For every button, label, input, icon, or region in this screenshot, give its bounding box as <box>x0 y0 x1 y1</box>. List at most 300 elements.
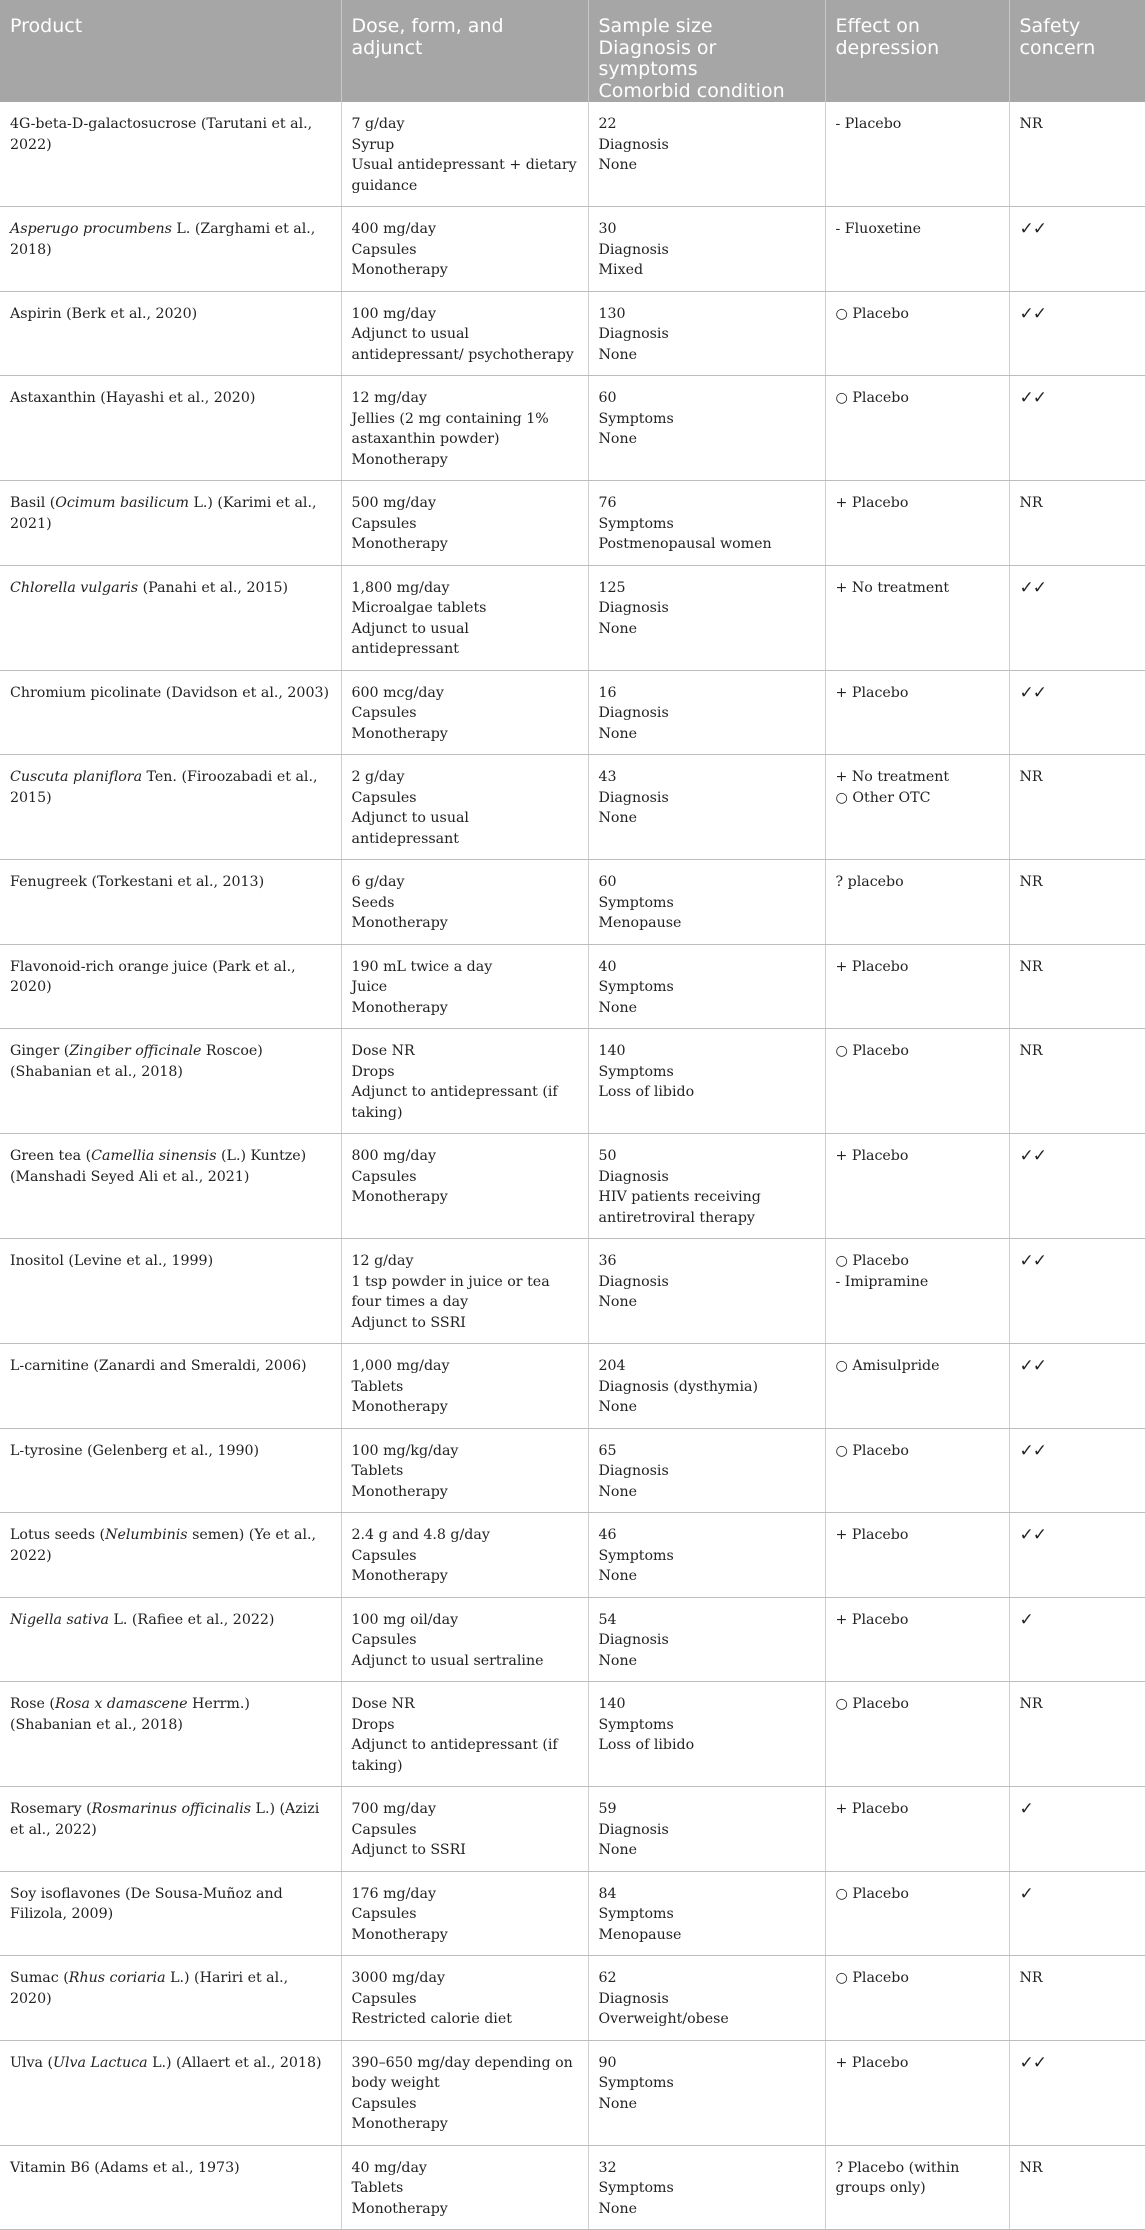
cell-dose-line: Monotherapy <box>351 725 448 742</box>
table-body <box>0 102 1145 2230</box>
cell-dose <box>341 860 588 945</box>
cell-sample-line: None <box>598 431 637 447</box>
product-text-pre: Aspirin (Berk et al., 2020) <box>10 305 198 322</box>
cell-effect-line: ○ Placebo <box>835 1885 909 1902</box>
cell-product <box>0 1787 341 1872</box>
cell-dose-line: Drops <box>351 1063 395 1080</box>
cell-sample <box>588 2145 825 2230</box>
product-text-post: Roscoe) (Shabanian et al., 2018) <box>10 1043 263 1080</box>
cell-dose-line: Adjunct to SSRI <box>351 1314 466 1331</box>
cell-sample-line: Symptoms <box>598 979 674 995</box>
cell-dose-line: 390–650 mg/day depending on body weight <box>351 2054 573 2091</box>
cell-effect-line: + No treatment <box>835 769 950 785</box>
product-text-post: L.) (Hariri et al., 2020) <box>10 1970 289 2007</box>
table-row <box>0 1956 1145 2041</box>
cell-dose-line: Capsules <box>351 789 417 806</box>
cell-sample-line: 130 <box>598 305 626 322</box>
table-header <box>0 0 1145 102</box>
cell-product <box>0 1029 341 1134</box>
product-text-pre: Lotus seeds ( <box>10 1527 106 1543</box>
cell-effect <box>825 1029 1009 1134</box>
table-row <box>0 1597 1145 1682</box>
cell-dose-line: 700 mg/day <box>351 1801 436 1817</box>
cell-sample <box>588 481 825 566</box>
cell-effect <box>825 1344 1009 1429</box>
cell-dose <box>341 1239 588 1344</box>
cell-effect-line: ○ Placebo <box>835 390 909 406</box>
cell-sample-line: Diagnosis <box>598 241 669 258</box>
cell-dose-line: Capsules <box>351 1906 417 1922</box>
table-row <box>0 2145 1145 2230</box>
product-text-post: (L.) Kuntze) (Manshadi Seyed Ali et al., 2021) <box>10 1148 307 1185</box>
header-safety: Safety concern <box>1009 0 1145 102</box>
cell-dose-line: Dose NR <box>351 1696 415 1712</box>
cell-product <box>0 1428 341 1513</box>
product-text-italic: Asperugo procumbens <box>10 221 172 237</box>
cell-sample-line: Diagnosis <box>598 1990 669 2007</box>
product-text-pre: L-tyrosine (Gelenberg et al., 1990) <box>10 1442 260 1459</box>
cell-safety <box>1009 944 1145 1029</box>
cell-dose-line: 12 mg/day <box>351 390 427 406</box>
cell-dose <box>341 1787 588 1872</box>
cell-dose-line: Adjunct to usual antidepressant <box>351 620 469 657</box>
cell-dose-line: Adjunct to antidepressant (if taking) <box>351 1084 558 1121</box>
cell-dose-line: 7 g/day <box>351 116 405 132</box>
product-text-pre: Rose ( <box>10 1696 55 1712</box>
cell-dose-line: Dose NR <box>351 1043 415 1059</box>
cell-safety <box>1009 1871 1145 1956</box>
cell-effect <box>825 1956 1009 2041</box>
cell-sample <box>588 1428 825 1513</box>
table-row <box>0 755 1145 860</box>
cell-sample-line: 59 <box>598 1801 617 1817</box>
cell-product <box>0 291 341 376</box>
product-text-pre: Sumac ( <box>10 1970 69 1986</box>
cell-product <box>0 481 341 566</box>
cell-dose-line: 600 mcg/day <box>351 684 444 701</box>
header-sample-line-1: Sample size <box>598 15 713 37</box>
cell-sample-line: Symptoms <box>598 1906 674 1922</box>
cell-product <box>0 207 341 292</box>
cell-sample-line: Diagnosis <box>598 789 669 806</box>
cell-effect-line: + Placebo <box>835 495 909 511</box>
cell-dose-line: Capsules <box>351 1632 417 1648</box>
cell-sample-line: Mixed <box>598 262 644 278</box>
table-row <box>0 1513 1145 1598</box>
table-row <box>0 1871 1145 1956</box>
cell-sample <box>588 565 825 670</box>
cell-effect-line: ○ Amisulpride <box>835 1358 940 1374</box>
cell-effect <box>825 1597 1009 1682</box>
product-text-pre: Fenugreek (Torkestani et al., 2013) <box>10 874 265 890</box>
cell-safety <box>1009 102 1145 207</box>
cell-safety <box>1009 1513 1145 1598</box>
cell-sample-line: Diagnosis <box>598 136 669 153</box>
cell-sample-line: None <box>598 1652 637 1669</box>
cell-effect <box>825 755 1009 860</box>
cell-product <box>0 1134 341 1239</box>
cell-dose-line: Syrup <box>351 136 395 153</box>
header-sample-line-3: Comorbid condition <box>598 79 785 102</box>
cell-sample-line: Symptoms <box>598 2075 674 2091</box>
cell-product <box>0 565 341 670</box>
safety-check-icon: ✓✓ <box>1019 388 1046 408</box>
cell-sample-line: 30 <box>598 221 617 237</box>
cell-sample-line: 32 <box>598 2159 617 2176</box>
safety-check-icon: ✓✓ <box>1019 1356 1046 1376</box>
product-text-italic: Zingiber officinale <box>69 1043 202 1059</box>
cell-sample-line: None <box>598 157 637 173</box>
cell-effect-line: + Placebo <box>835 1148 909 1164</box>
table-row <box>0 207 1145 292</box>
cell-effect-line: + Placebo <box>835 2054 909 2071</box>
cell-product <box>0 860 341 945</box>
product-text-pre: Rosemary ( <box>10 1801 92 1817</box>
cell-product <box>0 1956 341 2041</box>
cell-dose-line: 100 mg oil/day <box>351 1611 459 1628</box>
cell-sample-line: 84 <box>598 1885 617 1902</box>
cell-dose-line: Adjunct to SSRI <box>351 1842 466 1858</box>
cell-effect <box>825 1239 1009 1344</box>
safety-check-icon: ✓✓ <box>1019 219 1046 239</box>
cell-sample <box>588 1239 825 1344</box>
cell-sample-line: 204 <box>598 1358 626 1374</box>
cell-effect-line: ○ Placebo <box>835 305 909 322</box>
cell-safety <box>1009 1029 1145 1134</box>
cell-safety <box>1009 670 1145 755</box>
cell-dose-line: Monotherapy <box>351 262 448 278</box>
cell-effect <box>825 1871 1009 1956</box>
safety-check-icon: ✓✓ <box>1019 303 1046 324</box>
cell-sample-line: Diagnosis <box>598 705 669 721</box>
cell-dose-line: 500 mg/day <box>351 495 436 511</box>
cell-dose-line: Restricted calorie diet <box>351 2011 512 2027</box>
cell-sample-line: 62 <box>598 1970 617 1986</box>
safety-check-icon: ✓ <box>1019 1799 1033 1819</box>
cell-sample-line: 43 <box>598 769 617 785</box>
cell-effect <box>825 291 1009 376</box>
product-text-pre: Vitamin B6 (Adams et al., 1973) <box>10 2159 240 2176</box>
cell-effect-line: ○ Placebo <box>835 1442 909 1459</box>
cell-effect-line: ○ Placebo <box>835 1043 909 1059</box>
cell-dose <box>341 1134 588 1239</box>
product-text-post: L. (Rafiee et al., 2022) <box>108 1611 275 1628</box>
table-row <box>0 481 1145 566</box>
header-effect: Effect on depression <box>825 0 1009 102</box>
cell-sample-line: 125 <box>598 579 626 596</box>
cell-effect <box>825 1787 1009 1872</box>
cell-sample-line: Overweight/obese <box>598 2011 729 2027</box>
cell-product <box>0 1344 341 1429</box>
cell-effect-line: + Placebo <box>835 1801 909 1817</box>
cell-dose-line: 1,800 mg/day <box>351 579 450 596</box>
table-row <box>0 376 1145 481</box>
cell-dose <box>341 1682 588 1787</box>
product-text-post: L.) (Karimi et al., 2021) <box>10 495 317 532</box>
cell-sample <box>588 1513 825 1598</box>
cell-dose <box>341 565 588 670</box>
cell-dose-line: 12 g/day <box>351 1253 414 1269</box>
cell-dose-line: Adjunct to antidepressant (if taking) <box>351 1737 558 1774</box>
cell-effect-line: + Placebo <box>835 1611 909 1628</box>
cell-dose-line: 1,000 mg/day <box>351 1358 450 1374</box>
cell-dose-line: 6 g/day <box>351 874 405 890</box>
product-text-pre: Soy isoflavones (De Sousa-Muñoz and Filizola, 2009) <box>10 1885 283 1922</box>
cell-sample-line: Diagnosis <box>598 1463 669 1479</box>
cell-product <box>0 670 341 755</box>
cell-sample-line: Diagnosis <box>598 1273 669 1290</box>
cell-safety <box>1009 2040 1145 2145</box>
cell-dose-line: Usual antidepressant + dietary guidance <box>351 157 577 194</box>
cell-sample-line: Diagnosis <box>598 1168 669 1185</box>
cell-sample-line: Diagnosis <box>598 1821 669 1838</box>
safety-check-icon: ✓ <box>1019 1609 1033 1630</box>
cell-effect-line: - Fluoxetine <box>835 221 922 237</box>
product-text-pre: Flavonoid-rich orange juice (Park et al., 2020) <box>10 958 296 995</box>
cell-dose-line: 100 mg/day <box>351 305 436 322</box>
safety-not-reported: NR <box>1019 1043 1043 1059</box>
cell-effect-line: + No treatment <box>835 579 950 596</box>
cell-sample <box>588 207 825 292</box>
cell-sample <box>588 102 825 207</box>
table-row <box>0 1029 1145 1134</box>
cell-sample <box>588 755 825 860</box>
table-row <box>0 565 1145 670</box>
cell-safety <box>1009 1239 1145 1344</box>
product-text-italic: Nigella sativa <box>10 1611 109 1628</box>
cell-dose-line: Capsules <box>351 1821 417 1838</box>
cell-dose-line: Monotherapy <box>351 999 448 1016</box>
table-row <box>0 860 1145 945</box>
cell-dose <box>341 2145 588 2230</box>
cell-sample <box>588 670 825 755</box>
cell-dose-line: Monotherapy <box>351 451 448 468</box>
cell-effect <box>825 1682 1009 1787</box>
cell-effect-line: + Placebo <box>835 1527 909 1543</box>
cell-sample <box>588 376 825 481</box>
cell-product <box>0 376 341 481</box>
cell-dose-line: 2 g/day <box>351 769 405 785</box>
table-row <box>0 2040 1145 2145</box>
cell-dose <box>341 291 588 376</box>
cell-sample-line: Diagnosis (dysthymia) <box>598 1378 758 1395</box>
product-text-pre: 4G-beta-D-galactosucrose (Tarutani et al., 2022) <box>10 116 313 153</box>
cell-sample <box>588 1956 825 2041</box>
cell-dose <box>341 755 588 860</box>
cell-dose-line: 2.4 g and 4.8 g/day <box>351 1527 490 1543</box>
table-row <box>0 944 1145 1029</box>
cell-product <box>0 102 341 207</box>
safety-not-reported: NR <box>1019 958 1043 975</box>
table-row <box>0 1787 1145 1872</box>
cell-sample-line: 140 <box>598 1043 626 1059</box>
cell-dose-line: Adjunct to usual antidepressant <box>351 810 469 847</box>
cell-sample-line: None <box>598 999 637 1016</box>
cell-dose-line: Microalgae tablets <box>351 600 487 616</box>
product-text-italic: Chlorella vulgaris <box>10 579 139 596</box>
cell-sample-line: None <box>598 1842 637 1858</box>
safety-not-reported: NR <box>1019 495 1043 511</box>
cell-sample-line: Symptoms <box>598 2180 674 2196</box>
cell-dose <box>341 1428 588 1513</box>
cell-dose-line: Drops <box>351 1716 395 1733</box>
safety-not-reported: NR <box>1019 874 1043 890</box>
cell-product <box>0 1682 341 1787</box>
cell-product <box>0 2040 341 2145</box>
safety-check-icon: ✓✓ <box>1019 1525 1046 1545</box>
cell-safety <box>1009 1428 1145 1513</box>
cell-effect <box>825 376 1009 481</box>
cell-sample-line: Diagnosis <box>598 600 669 616</box>
cell-effect-line: ○ Placebo <box>835 1970 909 1986</box>
cell-dose <box>341 1871 588 1956</box>
cell-dose-line: 800 mg/day <box>351 1148 436 1164</box>
cell-dose <box>341 1029 588 1134</box>
table-row <box>0 1344 1145 1429</box>
product-text-italic: Rosmarinus officinalis <box>91 1801 252 1817</box>
cell-safety <box>1009 291 1145 376</box>
cell-sample <box>588 1134 825 1239</box>
cell-dose-line: Tablets <box>351 1378 404 1395</box>
product-text-pre: Ginger ( <box>10 1043 70 1059</box>
cell-product <box>0 944 341 1029</box>
product-text-pre: Ulva ( <box>10 2054 54 2071</box>
cell-sample-line: 54 <box>598 1611 617 1628</box>
cell-sample-line: Symptoms <box>598 1716 674 1733</box>
cell-effect-line: + Placebo <box>835 684 909 701</box>
cell-safety <box>1009 481 1145 566</box>
cell-sample-line: 76 <box>598 495 617 511</box>
cell-dose-line: Adjunct to usual antidepressant/ psychotherapy <box>351 326 574 363</box>
product-text-italic: Rosa x damascene <box>54 1696 188 1712</box>
cell-dose-line: Juice <box>351 979 388 995</box>
cell-sample-line: 16 <box>598 684 617 701</box>
cell-safety <box>1009 1956 1145 2041</box>
cell-sample-line: Symptoms <box>598 1547 674 1564</box>
cell-dose-line: 1 tsp powder in juice or tea four times a day <box>351 1273 550 1310</box>
cell-effect-line: ? placebo <box>835 874 904 890</box>
cell-dose <box>341 207 588 292</box>
cell-dose-line: Tablets <box>351 1463 404 1479</box>
cell-sample-line: 140 <box>598 1696 626 1712</box>
safety-not-reported: NR <box>1019 2159 1043 2176</box>
safety-check-icon: ✓✓ <box>1019 1146 1046 1166</box>
cell-product <box>0 1597 341 1682</box>
cell-product <box>0 755 341 860</box>
cell-sample <box>588 1787 825 1872</box>
header-sample-line-2: Diagnosis or symptoms <box>598 36 717 80</box>
product-text-post: L.) (Allaert et al., 2018) <box>147 2054 322 2071</box>
cell-effect <box>825 1428 1009 1513</box>
cell-effect <box>825 860 1009 945</box>
cell-dose <box>341 944 588 1029</box>
product-text-post: Ten. (Firoozabadi et al., 2015) <box>10 769 318 806</box>
cell-sample <box>588 1344 825 1429</box>
cell-sample-line: Loss of libido <box>598 1084 695 1100</box>
cell-dose-line: Monotherapy <box>351 1399 448 1415</box>
cell-dose <box>341 2040 588 2145</box>
cell-sample-line: Diagnosis <box>598 326 669 342</box>
cell-dose <box>341 481 588 566</box>
cell-dose-line: Capsules <box>351 1168 417 1185</box>
cell-sample-line: 90 <box>598 2054 617 2071</box>
cell-sample <box>588 1871 825 1956</box>
cell-dose <box>341 1513 588 1598</box>
cell-sample-line: 22 <box>598 116 617 132</box>
cell-dose-line: Tablets <box>351 2180 404 2196</box>
safety-not-reported: NR <box>1019 769 1043 785</box>
cell-dose <box>341 1344 588 1429</box>
cell-dose-line: 176 mg/day <box>351 1885 436 1902</box>
cell-sample <box>588 860 825 945</box>
table-row <box>0 1428 1145 1513</box>
product-text-pre: Astaxanthin (Hayashi et al., 2020) <box>10 390 256 406</box>
cell-sample-line: None <box>598 1483 637 1500</box>
cell-product <box>0 2145 341 2230</box>
header-row <box>0 0 1145 102</box>
product-text-italic: Ocimum basilicum <box>55 495 189 511</box>
cell-safety <box>1009 1682 1145 1787</box>
cell-safety <box>1009 565 1145 670</box>
cell-sample-line: Menopause <box>598 915 682 931</box>
cell-effect-line: - Placebo <box>835 116 902 132</box>
product-text-post: semen) (Ye et al., 2022) <box>10 1527 317 1564</box>
cell-dose-line: Capsules <box>351 705 417 721</box>
cell-dose <box>341 376 588 481</box>
table-row <box>0 1134 1145 1239</box>
product-text-post: Herrm.) (Shabanian et al., 2018) <box>10 1696 250 1733</box>
cell-effect <box>825 1134 1009 1239</box>
cell-product <box>0 1513 341 1598</box>
cell-safety <box>1009 1134 1145 1239</box>
product-text-post: (Panahi et al., 2015) <box>138 579 289 596</box>
table-row <box>0 102 1145 207</box>
cell-dose <box>341 1597 588 1682</box>
cell-effect-line: + Placebo <box>835 958 909 975</box>
cell-effect-line: ○ Placebo <box>835 1253 909 1269</box>
cell-effect <box>825 1513 1009 1598</box>
cell-sample-line: None <box>598 2095 637 2112</box>
cell-sample-line: 36 <box>598 1253 617 1269</box>
cell-sample-line: 40 <box>598 958 617 975</box>
cell-safety <box>1009 755 1145 860</box>
cell-dose-line: Capsules <box>351 2095 417 2112</box>
cell-safety <box>1009 860 1145 945</box>
cell-sample <box>588 944 825 1029</box>
cell-dose-line: Monotherapy <box>351 536 448 552</box>
cell-effect <box>825 670 1009 755</box>
cell-dose <box>341 670 588 755</box>
product-text-italic: Ulva Lactuca <box>53 2054 148 2071</box>
cell-dose-line: Adjunct to usual sertraline <box>351 1652 544 1669</box>
safety-not-reported: NR <box>1019 1970 1043 1986</box>
cell-sample-line: None <box>598 1294 637 1310</box>
cell-effect-line: ? Placebo (within groups only) <box>835 2159 960 2196</box>
cell-safety <box>1009 2145 1145 2230</box>
cell-effect <box>825 944 1009 1029</box>
cell-dose-line: 190 mL twice a day <box>351 958 493 975</box>
table-row <box>0 291 1145 376</box>
cell-effect <box>825 207 1009 292</box>
header-dose: Dose, form, and adjunct <box>341 0 588 102</box>
product-text-pre: Chromium picolinate (Davidson et al., 2003) <box>10 684 330 701</box>
header-sample <box>588 0 825 102</box>
cell-dose-line: Monotherapy <box>351 1189 448 1205</box>
cell-safety <box>1009 1787 1145 1872</box>
cell-sample-line: Loss of libido <box>598 1737 695 1753</box>
cell-sample-line: Symptoms <box>598 515 674 532</box>
cell-dose-line: Seeds <box>351 894 395 911</box>
